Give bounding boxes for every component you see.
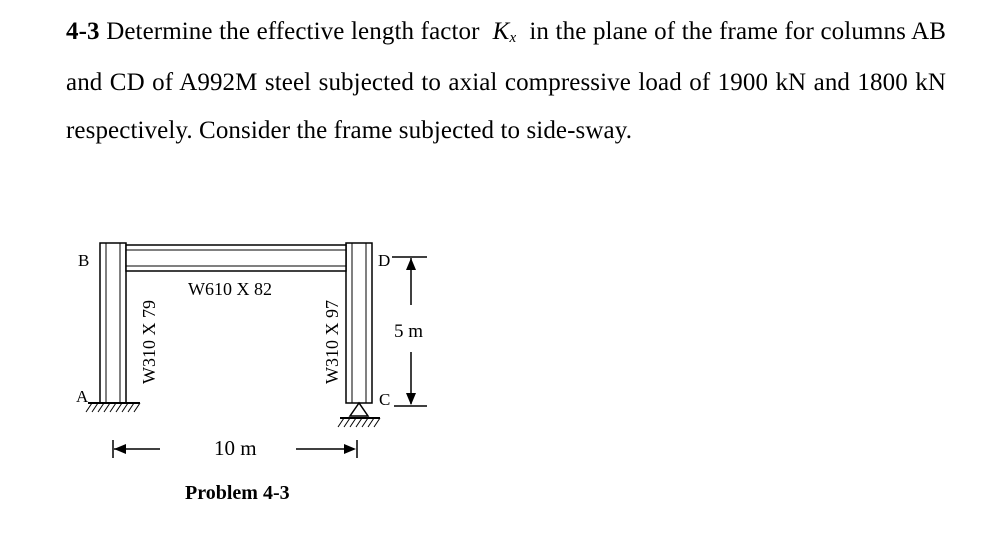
right-column-section-label: W310 X 97	[322, 300, 342, 384]
node-c-label: C	[379, 390, 391, 409]
k-subscript: x	[509, 30, 517, 46]
statement-text-after: in the plane of the frame for columns AB and CD of A992M steel subjected to axial compressive load of 1900 kN and 1800 kN respectively. Consider the frame subjected to side-sway.	[66, 18, 947, 144]
beam-section-label: W610 X 82	[188, 279, 272, 299]
node-a-label: A	[76, 387, 89, 406]
fixed-support	[86, 403, 140, 412]
left-column	[100, 243, 126, 403]
node-d-label: D	[378, 251, 391, 270]
height-label: 5 m	[394, 321, 424, 342]
statement-text-before: Determine the effective length factor	[106, 18, 480, 45]
figure-caption: Problem 4-3	[185, 482, 290, 504]
beam	[126, 245, 346, 271]
node-b-label: B	[78, 251, 90, 270]
span-label: 10 m	[214, 436, 257, 460]
right-column	[346, 243, 372, 403]
problem-number: 4-3	[66, 18, 100, 45]
k-symbol: K	[492, 18, 510, 45]
left-column-section-label: W310 X 79	[139, 300, 159, 384]
pin-support	[338, 403, 380, 427]
